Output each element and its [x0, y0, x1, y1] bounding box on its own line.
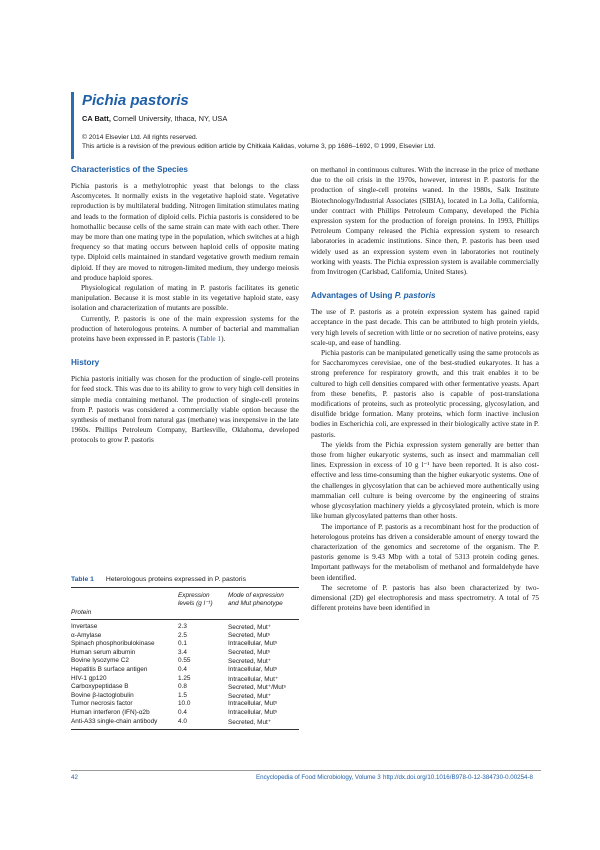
cell-protein: α-Amylase	[71, 631, 102, 639]
cell-level: 0.4	[178, 708, 187, 716]
characteristics-paragraph-3	[71, 314, 299, 345]
cell-mode: Intracellular, Mut⁺	[228, 675, 279, 683]
cell-mode: Intracellular, Mutˢ	[228, 708, 278, 716]
table-row	[71, 623, 299, 632]
table-label: Table 1	[71, 576, 94, 583]
cell-level: 3.4	[178, 648, 187, 656]
footer-rule	[71, 770, 541, 771]
cell-level: 1.5	[178, 691, 187, 699]
cell-mode: Secreted, Mut⁺/Mutˢ	[228, 684, 286, 692]
cell-level: 4.0	[178, 717, 187, 725]
table-1-link[interactable]: Table 1	[199, 334, 222, 344]
advantages-paragraph-3: The yields from the Pichia expression system generally are better than those from higher eukaryotic systems, such as insect and mammalian cell lines. Expression in excess of 10 g l⁻¹ have been reported. It is also cost-effective and less time-consuming than the higher eukaryotic systems. One of the challenges in glycosylation that can be achieved more authentically using mammalian cell culture is being overcome by the engineering of strains whose glycosylation machinery yields a glycosylated protein, which is more like human glycosylated patterns than other hosts.	[311, 439, 539, 521]
cell-mode: Intracellular, Mutˢ	[228, 640, 278, 648]
advantages-heading-species: P. pastoris	[394, 291, 436, 301]
table-row	[71, 632, 299, 641]
characteristics-paragraph-1: Pichia pastoris is a methylotrophic yeast that belongs to the class Ascomycetes. It normally exists in the vegetative haploid state. Vegetative reproduction is by multilateral budding. Nitrogen limitation stimulates mating and leads to the formation of diploid cells. Pichia pastoris is considered to be homothallic because cells of the same strain can mate with each other. There may be more than one mating type in the population, which switches at a high frequency so that mating occurs between haploid cells of opposite mating type. Diploid cells maintained in standard vegetative growth medium remain diploid. If they are moved to nitrogen-limited medium, they undergo meiosis and produce haploid spores.	[71, 181, 299, 282]
table-1	[71, 576, 299, 730]
cell-protein: Bovine β-lactoglobulin	[71, 691, 134, 699]
cell-mode: Secreted, Mutˢ	[228, 631, 270, 639]
p3-text-b: ).	[221, 334, 226, 344]
table-row	[71, 700, 299, 709]
cell-protein: Carboxypeptidase B	[71, 683, 129, 691]
cell-protein: HIV-1 gp120	[71, 674, 107, 682]
section-heading-characteristics: Characteristics of the Species	[71, 165, 188, 174]
cell-level: 2.5	[178, 631, 187, 639]
section-heading-history: History	[71, 358, 100, 368]
footer-book-title: Encyclopedia of Food Microbiology, Volume 3	[256, 774, 381, 781]
table-caption	[71, 576, 299, 583]
table-row	[71, 709, 299, 718]
cell-protein: Hepatitis B surface antigen	[71, 665, 148, 673]
copyright-line: © 2014 Elsevier Ltd. All rights reserved.	[82, 134, 198, 141]
cell-mode: Intracellular, Mutˢ	[228, 665, 278, 673]
section-heading-advantages	[311, 291, 539, 300]
cell-protein: Bovine lysozyme C2	[71, 657, 129, 665]
header-expression-line-2: levels (g l⁻¹)	[178, 600, 213, 607]
table-row	[71, 666, 299, 675]
table-row	[71, 649, 299, 658]
history-paragraph-continued: on methanol in continuous cultures. With the increase in the price of methane due to the oil crisis in the 1970s, however, interest in P. pastoris for the production of single-cell proteins waned. In the 1980s, Salk Institute Biotechnology/Industrial Associates (SIBIA), located in La Jolla, California, under contract with Phillips Petroleum Company, developed the Pichia expression system for the production of foreign proteins. In 1993, Phillips Petroleum Company released the Pichia expression system to research laboratories in academic institutions. Since then, P. pastoris has been used widely used as an expression system even in laboratories not routinely working with yeasts. The Pichia expression system is available commercially from Invitrogen (Carlsbad, California, United States).	[311, 165, 539, 277]
table-bottom-rule	[71, 729, 299, 730]
cell-protein: Human serum albumin	[71, 648, 136, 656]
footer-doi-link[interactable]: http://dx.doi.org/10.1016/B978-0-12-384730-0.00254-8	[383, 774, 533, 781]
cell-protein: Anti-A33 single-chain antibody	[71, 717, 158, 725]
cell-mode: Secreted, Mut⁺	[228, 624, 272, 631]
left-column	[71, 165, 299, 446]
cell-level: 0.8	[178, 683, 187, 691]
article-title: Pichia pastoris	[82, 92, 189, 109]
table-row	[71, 640, 299, 649]
table-row	[71, 692, 299, 701]
cell-level: 0.4	[178, 665, 187, 673]
cell-mode: Intracellular, Mutˢ	[228, 700, 278, 708]
header-mode-line-2: and Mut phenotype	[228, 600, 283, 607]
cell-protein: Human interferon (IFN)-α2b	[71, 708, 150, 716]
advantages-paragraph-4: The importance of P. pastoris as a recombinant host for the production of heterologous proteins has driven a considerable amount of energy toward the characterization of the genomics and secretome of the organism. The P. pastoris genome is 9.43 Mbp with a total of 5313 protein coding genes. Important pathways for the metabolism of methanol and formaldehyde have been identified.	[311, 521, 539, 582]
advantages-paragraph-5: The secretome of P. pastoris has also been characterized by two-dimensional (2D) gel electrophoresis and mass spectrometry. A total of 75 different proteins have been identified in	[311, 582, 539, 613]
header-mode	[228, 592, 284, 608]
p3-text-a: Currently, P. pastoris is one of the main expression systems for the production of heterologous proteins. A number of bacterial and mammalian proteins have been expressed in P. pastoris (	[71, 313, 299, 344]
author-name: CA Batt,	[82, 114, 111, 123]
table-row	[71, 718, 299, 727]
table-row	[71, 675, 299, 684]
table-caption-text: Heterologous proteins expressed in P. pastoris	[105, 576, 246, 583]
cell-protein: Invertase	[71, 623, 98, 630]
cell-protein: Spinach phosphoribulokinase	[71, 640, 155, 648]
header-expression-line-1: Expression	[178, 592, 210, 599]
header-protein: Protein	[71, 609, 92, 616]
revision-note: This article is a revision of the previous edition article by Chitkala Kalidas, volume 3, pp 1686–1692, © 1999, Elsevier Ltd.	[82, 143, 436, 150]
table-header	[71, 588, 299, 619]
author-line	[82, 114, 227, 123]
cell-protein: Tumor necrosis factor	[71, 700, 133, 708]
cell-mode: Secreted, Mut⁺	[228, 718, 272, 726]
cell-mode: Secreted, Mut⁺	[228, 658, 272, 666]
cell-level: 0.55	[178, 657, 191, 665]
cell-mode: Secreted, Mutˢ	[228, 648, 270, 656]
header-expression	[178, 592, 213, 608]
cell-level: 1.25	[178, 674, 191, 682]
characteristics-paragraph-2: Physiological regulation of mating in P. pastoris facilitates its genetic manipulation. Because it is most stable in its vegetative haploid state, easy isolation and characterization of mutants are possible.	[71, 283, 299, 313]
cell-level: 2.3	[178, 623, 187, 630]
page-number: 42	[71, 774, 78, 781]
cell-level: 0.1	[178, 640, 187, 648]
advantages-paragraph-2: Pichia pastoris can be manipulated genetically using the same protocols as for Saccharomyces cerevisiae, one of the best-studied eukaryotes. It has a strong preference for respiratory growth, and this trait enables it to be cultured to high cell densities compared with other fermentative yeasts. Apart from these benefits, P. pastoris also is capable of post-translationa modifications of proteins, such as proteolytic processing, glycosylation, and disulfide bridge formation. Many proteins, which form inactive inclusion bodies in Escherichia coli, are expressed in their biologically active state in P. pastoris.	[311, 348, 539, 439]
advantages-paragraph-1: The use of P. pastoris as a protein expression system has gained rapid acceptance in the past decade. This can be attributed to high protein yields, very high levels of secretion with little or no secretion of native proteins, easy scale-up, and ease of handling.	[311, 307, 539, 347]
cell-level: 10.0	[178, 700, 191, 708]
author-affiliation: Cornell University, Ithaca, NY, USA	[110, 114, 228, 123]
title-accent-bar	[71, 92, 74, 159]
history-paragraph-1: Pichia pastoris initially was chosen for the production of single-cell proteins for feed stock. This was due to its ability to grow to very high cell densities in simple media containing methanol. The production of single-cell proteins from P. pastoris was considered a commercially viable option because the synthesis of methanol from natural gas (methane) was inexpensive in the late 1960s. Phillips Petroleum Company, Bartlesville, Oklahoma, developed protocols to grow P. pastoris	[71, 374, 299, 445]
header-mode-line-1: Mode of expression	[228, 592, 284, 599]
table-body	[71, 620, 299, 729]
cell-mode: Secreted, Mut⁺	[228, 692, 272, 700]
table-row	[71, 683, 299, 692]
right-column	[311, 165, 539, 613]
table-row	[71, 657, 299, 666]
advantages-heading-text: Advantages of Using	[311, 291, 395, 301]
